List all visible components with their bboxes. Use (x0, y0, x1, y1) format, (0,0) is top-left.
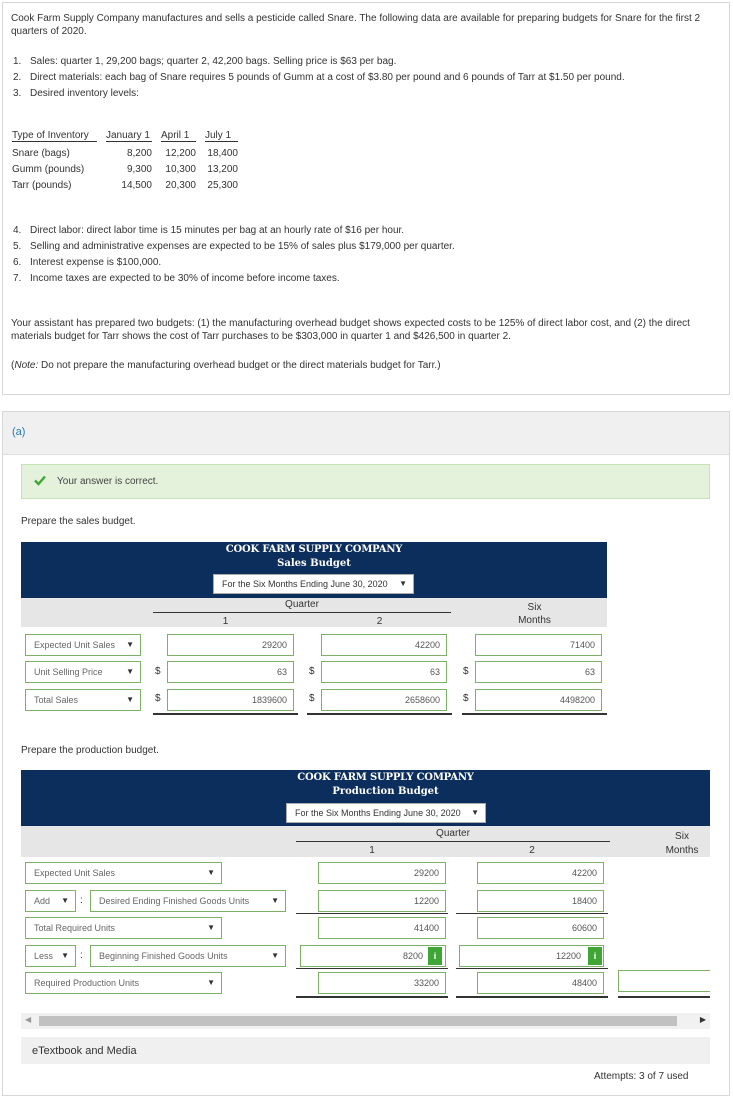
note-line: (Note: Do not prepare the manufacturing overhead budget or the direct materials budget for Tarr.) (11, 360, 441, 371)
production-budget-header (21, 770, 710, 826)
scroll-left-icon[interactable]: ◀ (25, 1015, 32, 1024)
inventory-header-apr: April 1 (161, 130, 196, 142)
correct-message: Your answer is correct. (57, 476, 159, 487)
production-row-label-select[interactable]: Desired Ending Finished Goods Units ▼ (90, 890, 286, 912)
production-q1-input[interactable]: 41400 (318, 917, 446, 939)
attempts-counter: Attempts: 3 of 7 used (594, 1071, 689, 1082)
subtotal-rule (456, 968, 608, 969)
item-text: Interest expense is $100,000. (30, 257, 162, 268)
chevron-down-icon: ▼ (271, 896, 279, 905)
note-prefix: Note: (14, 360, 39, 371)
sales-q2-input[interactable]: 42200 (321, 634, 447, 656)
sales-q1-input[interactable]: 29200 (167, 634, 294, 656)
production-row-label-select[interactable]: Beginning Finished Goods Units ▼ (90, 945, 286, 967)
sales-q1-input[interactable]: 63 (167, 661, 294, 683)
part-label-bar (3, 412, 729, 455)
subtotal-rule (296, 913, 448, 914)
item-number: 2. (13, 72, 22, 83)
double-underline (153, 713, 298, 715)
scroll-thumb[interactable] (39, 1016, 677, 1026)
dollar-sign: $ (309, 693, 315, 704)
sales-budget-title: Sales Budget (277, 558, 351, 569)
less-operator-select[interactable]: Less ▼ (25, 945, 76, 967)
subtotal-rule (296, 968, 448, 969)
chevron-down-icon: ▼ (61, 896, 69, 905)
inventory-cell: 13,200 (207, 164, 238, 175)
item-number: 3. (13, 88, 22, 99)
sales-row-label-select[interactable]: Total Sales ▼ (25, 689, 141, 711)
production-q2-input[interactable]: 42200 (477, 862, 604, 884)
check-icon (34, 474, 46, 486)
production-q1-input[interactable]: 33200 (318, 972, 446, 994)
six-months-header-b: Months (518, 615, 551, 626)
sales-q2-input[interactable]: 2658600 (321, 689, 447, 711)
double-underline (462, 713, 607, 715)
inventory-cell: 25,300 (207, 180, 238, 191)
quarter-1-header: 1 (369, 845, 375, 856)
chevron-down-icon: ▼ (126, 667, 134, 676)
production-row-label-select[interactable]: Total Required Units ▼ (25, 917, 222, 939)
sales-q1-input[interactable]: 1839600 (167, 689, 294, 711)
inventory-cell: 18,400 (207, 148, 238, 159)
production-q1-input[interactable]: 29200 (318, 862, 446, 884)
item-number: 6. (13, 257, 22, 268)
info-icon[interactable]: i (588, 947, 602, 965)
add-operator-select[interactable]: Add ▼ (25, 890, 76, 912)
double-underline (307, 713, 452, 715)
item-text: Selling and administrative expenses are expected to be 15% of sales plus $179,000 per quarter. (30, 241, 455, 252)
sales-budget-header (21, 542, 607, 598)
item-text: Income taxes are expected to be 30% of income before income taxes. (30, 273, 340, 284)
chevron-down-icon: ▼ (207, 923, 215, 932)
part-label: (a) (12, 426, 26, 438)
inventory-cell: 10,300 (165, 164, 196, 175)
inventory-row-label: Snare (bags) (12, 148, 70, 159)
chevron-down-icon: ▼ (126, 695, 134, 704)
double-underline (456, 996, 608, 998)
dollar-sign: $ (155, 666, 161, 677)
production-q2-input[interactable]: 60600 (477, 917, 604, 939)
sales-row-label-select[interactable]: Expected Unit Sales ▼ (25, 634, 141, 656)
production-six-input[interactable] (618, 970, 710, 992)
production-q2-input[interactable]: 12200 (459, 945, 604, 967)
chevron-down-icon: ▼ (207, 978, 215, 987)
inventory-header-jul: July 1 (205, 130, 238, 142)
chevron-down-icon: ▼ (399, 579, 407, 588)
six-months-header-a: Six (527, 602, 542, 613)
production-q1-input[interactable]: 8200 (300, 945, 446, 967)
etextbook-link[interactable]: eTextbook and Media (32, 1045, 137, 1057)
inventory-cell: 20,300 (165, 180, 196, 191)
chevron-down-icon: ▼ (207, 868, 215, 877)
colon: : (80, 950, 83, 961)
dollar-sign: $ (155, 693, 161, 704)
sales-six-input[interactable]: 71400 (475, 634, 602, 656)
item-text: Direct labor: direct labor time is 15 minutes per bag at an hourly rate of $16 per hour. (30, 225, 405, 236)
quarter-header: Quarter (285, 599, 319, 610)
quarter-2-header: 2 (376, 616, 383, 627)
etextbook-bar[interactable] (21, 1037, 710, 1064)
quarter-rule (153, 612, 451, 613)
sales-period-select[interactable]: For the Six Months Ending June 30, 2020 ▼ (213, 574, 414, 594)
production-q2-input[interactable]: 48400 (477, 972, 604, 994)
inventory-row-label: Tarr (pounds) (12, 180, 72, 191)
inventory-header-type: Type of Inventory (12, 130, 97, 142)
production-company-name: COOK FARM SUPPLY COMPANY (297, 772, 474, 783)
dollar-sign: $ (463, 666, 469, 677)
info-icon[interactable]: i (428, 947, 442, 965)
dollar-sign: $ (309, 666, 315, 677)
inventory-cell: 14,500 (121, 180, 152, 191)
assistant-note: Your assistant has prepared two budgets: (1) the manufacturing overhead budget shows expected costs to be 125% of direct labor cost, and (2) the direct materials budget for Tarr shows the cost of Tarr purchases to be $303,000 in quarter 1 and $426,500 in quarter 2. (11, 318, 690, 342)
double-underline (296, 996, 448, 998)
production-row-label-select[interactable]: Required Production Units ▼ (25, 972, 222, 994)
sales-six-input[interactable]: 4498200 (475, 689, 602, 711)
quarter-1-header: 1 (222, 616, 229, 627)
production-prompt: Prepare the production budget. (21, 745, 159, 756)
item-number: 4. (13, 225, 22, 236)
subtotal-rule (456, 913, 608, 914)
horizontal-scrollbar[interactable] (21, 1013, 710, 1029)
double-underline (618, 996, 710, 998)
item-text: Direct materials: each bag of Snare requires 5 pounds of Gumm at a cost of $3.80 per pound and 6 pounds of Tarr at $1.50 per pound. (30, 72, 625, 83)
item-text: Sales: quarter 1, 29,200 bags; quarter 2, 42,200 bags. Selling price is $63 per bag. (30, 56, 397, 67)
sales-prompt: Prepare the sales budget. (21, 516, 136, 527)
chevron-down-icon: ▼ (471, 808, 479, 817)
problem-intro: Cook Farm Supply Company manufactures and sells a pesticide called Snare. The following data are available for preparing budgets for Snare for the first 2 quarters of 2020. (11, 13, 701, 37)
production-q2-input[interactable]: 18400 (477, 890, 604, 912)
item-number: 1. (13, 56, 22, 67)
sales-six-input[interactable]: 63 (475, 661, 602, 683)
inventory-cell: 9,300 (126, 164, 152, 175)
scroll-right-icon[interactable]: ▶ (699, 1015, 706, 1024)
inventory-header-jan: January 1 (106, 130, 152, 142)
six-months-header-a: Six (675, 831, 689, 842)
correct-banner (21, 464, 710, 499)
six-months-header-b: Months (665, 845, 699, 856)
production-q1-input[interactable]: 12200 (318, 890, 446, 912)
production-period-select[interactable]: For the Six Months Ending June 30, 2020 ▼ (286, 803, 486, 823)
quarter-header: Quarter (436, 828, 470, 839)
sales-row-label-select[interactable]: Unit Selling Price ▼ (25, 661, 141, 683)
item-text: Desired inventory levels: (30, 88, 139, 99)
chevron-down-icon: ▼ (126, 640, 134, 649)
inventory-cell: 8,200 (126, 148, 152, 159)
chevron-down-icon: ▼ (271, 951, 279, 960)
colon: : (80, 895, 83, 906)
production-row-label-select[interactable]: Expected Unit Sales ▼ (25, 862, 222, 884)
sales-company-name: COOK FARM SUPPLY COMPANY (225, 544, 403, 555)
sales-q2-input[interactable]: 63 (321, 661, 447, 683)
production-budget-title: Production Budget (332, 786, 439, 797)
chevron-down-icon: ▼ (61, 951, 69, 960)
quarter-rule (296, 841, 610, 842)
inventory-cell: 12,200 (165, 148, 196, 159)
quarter-2-header: 2 (529, 845, 535, 856)
item-number: 7. (13, 273, 22, 284)
dollar-sign: $ (463, 693, 469, 704)
item-number: 5. (13, 241, 22, 252)
inventory-row-label: Gumm (pounds) (12, 164, 85, 175)
